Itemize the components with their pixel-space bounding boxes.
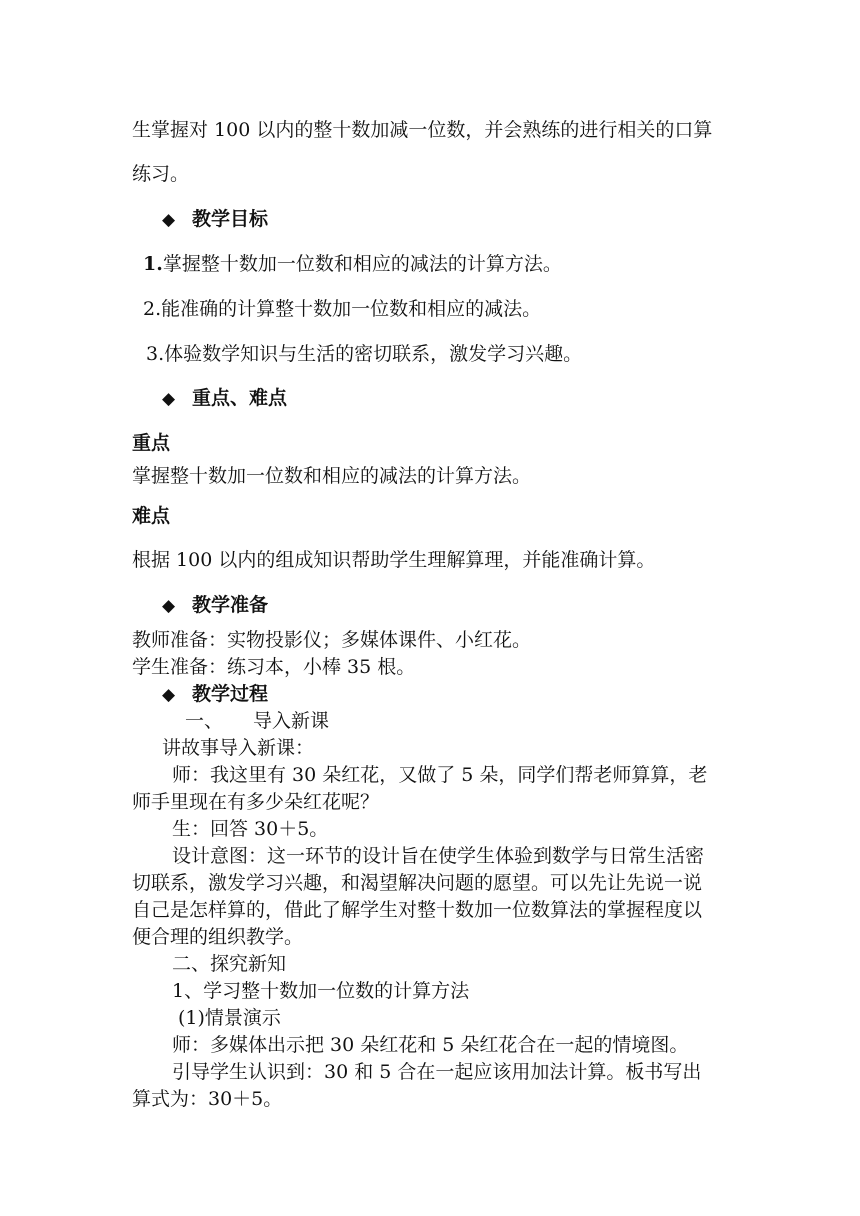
process-line: 师：多媒体出示把 30 朵红花和 5 朵红花合在一起的情境图。 — [172, 1034, 689, 1056]
section-1-title: 导入新课 — [253, 710, 330, 732]
process-heading-row — [162, 681, 268, 708]
process-line: 师手里现在有多少朵红花呢？ — [132, 791, 380, 813]
process-heading: 教学过程 — [192, 683, 269, 705]
process-line: 自己是怎样算的，借此了解学生对整十数加一位数算法的掌握程度以 — [132, 899, 703, 921]
keypoints-heading: 重点、难点 — [192, 387, 288, 409]
goal-item-2: 2.能准确的计算整十数加一位数和相应的减法。 — [143, 298, 542, 320]
intro-line-2: 练习。 — [132, 163, 190, 185]
prep-heading: 教学准备 — [192, 594, 269, 616]
process-line: 切联系，激发学习兴趣，和渴望解决问题的愿望。可以先让先说一说 — [132, 872, 703, 894]
process-line: 便合理的组织教学。 — [132, 926, 304, 948]
prep-heading-row — [162, 592, 268, 619]
diamond-bullet-icon: ◆ — [162, 685, 176, 705]
subsection-1-1-title: (1)情景演示 — [178, 1007, 281, 1029]
key-point-label: 重点 — [132, 432, 171, 454]
goals-heading-row — [162, 206, 268, 233]
diamond-bullet-icon: ◆ — [162, 389, 176, 409]
goal-item-1-number: 1. — [143, 253, 163, 275]
goals-heading: 教学目标 — [192, 208, 269, 230]
keypoints-heading-row — [162, 385, 287, 412]
section-2-title: 二、探究新知 — [172, 953, 287, 975]
diamond-bullet-icon: ◆ — [162, 596, 176, 616]
goal-item-1-text: 掌握整十数加一位数和相应的减法的计算方法。 — [162, 253, 562, 275]
process-line: 讲故事导入新课： — [162, 737, 315, 759]
student-prep: 学生准备：练习本，小棒 35 根。 — [132, 656, 416, 678]
process-line: 设计意图：这一环节的设计旨在使学生体验到数学与日常生活密 — [172, 845, 705, 867]
intro-line-1: 生掌握对 100 以内的整十数加减一位数，并会熟练的进行相关的口算 — [132, 119, 713, 141]
section-1-number: 一、 — [185, 710, 224, 732]
process-line: 算式为：30＋5。 — [132, 1088, 283, 1110]
process-line: 生：回答 30＋5。 — [172, 818, 329, 840]
subsection-1-title: 1、学习整十数加一位数的计算方法 — [172, 980, 470, 1002]
difficult-point-label: 难点 — [132, 505, 171, 527]
goal-item-1 — [143, 251, 562, 277]
key-point-text: 掌握整十数加一位数和相应的减法的计算方法。 — [132, 465, 532, 487]
process-line: 引导学生认识到：30 和 5 合在一起应该用加法计算。板书写出 — [172, 1061, 702, 1083]
teacher-prep: 教师准备：实物投影仪；多媒体课件、小红花。 — [132, 629, 532, 651]
process-line: 师：我这里有 30 朵红花，又做了 5 朵，同学们帮老师算算，老 — [172, 764, 708, 786]
diamond-bullet-icon: ◆ — [162, 210, 176, 230]
difficult-point-text: 根据 100 以内的组成知识帮助学生理解算理，并能准确计算。 — [132, 549, 656, 571]
goal-item-3: 3.体验数学知识与生活的密切联系，激发学习兴趣。 — [146, 343, 583, 365]
